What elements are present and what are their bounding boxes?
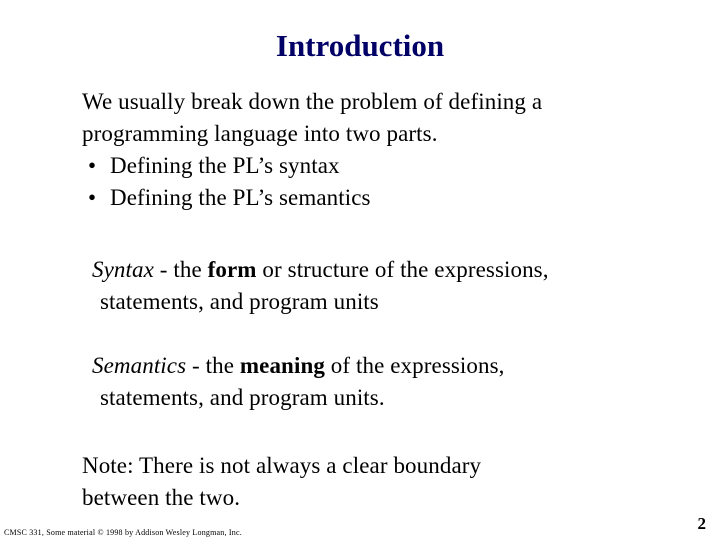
semantics-post: of the expressions, — [324, 353, 505, 378]
semantics-definition-line-1 — [92, 350, 505, 382]
page-number: 2 — [697, 514, 706, 533]
note-line-2: between the two. — [82, 485, 241, 510]
semantics-keyword: meaning — [239, 353, 325, 378]
note-paragraph — [82, 450, 481, 514]
syntax-pre: - the — [153, 257, 208, 282]
semantics-pre: - the — [186, 353, 240, 378]
intro-line-1: We usually break down the problem of defining a — [82, 89, 543, 114]
intro-paragraph — [82, 86, 542, 150]
note-line-1: Note: There is not always a clear boundary — [82, 453, 482, 478]
bullet-list — [88, 150, 371, 214]
semantics-term: Semantics — [92, 353, 187, 378]
syntax-definition-line-1 — [92, 254, 549, 286]
syntax-definition-line-2: statements, and program units — [100, 289, 379, 314]
slide-title: Introduction — [275, 28, 445, 63]
syntax-term: Syntax — [92, 257, 154, 282]
syntax-keyword: form — [207, 257, 257, 282]
bullet-text: Defining the PL’s syntax — [110, 153, 340, 178]
bullet-icon: • — [88, 185, 97, 210]
bullet-item-semantics — [88, 182, 371, 214]
syntax-post: or structure of the expressions, — [256, 257, 549, 282]
semantics-definition-line-2: statements, and program units. — [100, 385, 385, 410]
bullet-icon: • — [88, 153, 97, 178]
footer-copyright: CMSC 331, Some material © 1998 by Addison Wesley Longman, Inc. — [4, 528, 242, 537]
semantics-definition — [92, 350, 505, 414]
bullet-text: Defining the PL’s semantics — [110, 185, 371, 210]
bullet-item-syntax — [88, 150, 371, 182]
intro-line-2: programming language into two parts. — [82, 121, 438, 146]
syntax-definition — [92, 254, 549, 318]
